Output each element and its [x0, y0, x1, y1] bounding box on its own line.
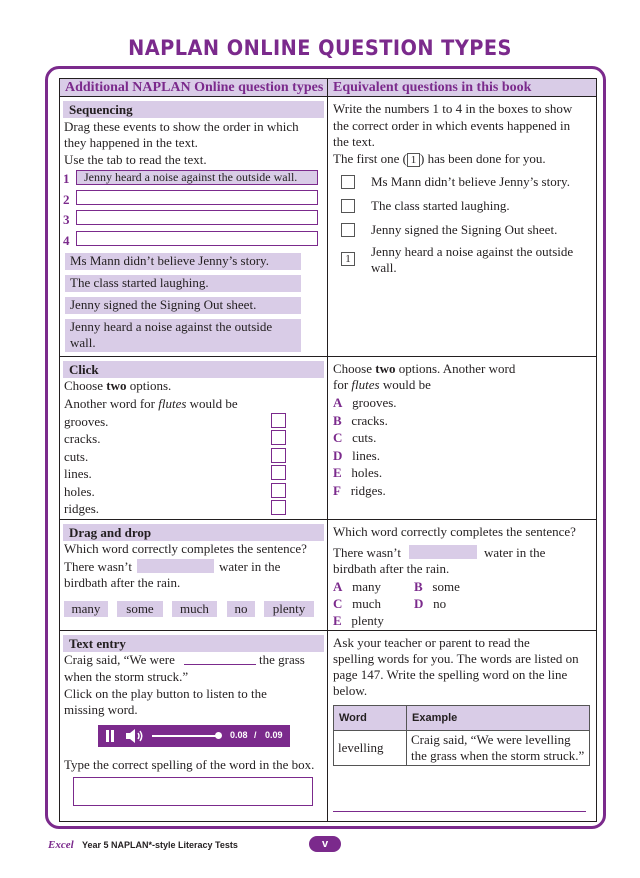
text-fragment: flutes: [158, 396, 187, 411]
slot-number: 2: [63, 192, 70, 207]
draggable-event[interactable]: Jenny signed the Signing Out sheet.: [65, 297, 301, 314]
chip-line: Jenny heard a noise against the outside: [70, 319, 273, 334]
drop-target[interactable]: [137, 559, 214, 573]
blank-space: [409, 545, 477, 559]
text-fragment: for: [333, 377, 352, 392]
draggable-word[interactable]: no: [227, 601, 255, 617]
draggable-event[interactable]: [65, 319, 301, 352]
answer-option[interactable]: [414, 596, 446, 612]
event-text: Ms Mann didn’t believe Jenny’s story.: [371, 174, 570, 189]
question-text: Which word correctly completes the sentence?: [64, 541, 307, 556]
option-checkbox[interactable]: [271, 500, 286, 515]
section-label-sequencing: Sequencing: [63, 101, 324, 118]
text-fragment: Choose: [64, 378, 107, 393]
sentence-text: the grass: [259, 652, 305, 667]
table-row: [334, 731, 590, 766]
example-cell: Craig said, “We were levelling the grass when the storm struck.”: [407, 731, 590, 766]
option-letter: B: [333, 413, 342, 428]
option-text: grooves.: [352, 395, 397, 410]
instruction-text: [64, 378, 171, 394]
text-fragment: ) has been done for you.: [420, 151, 546, 166]
option-checkbox[interactable]: [271, 448, 286, 463]
section-label-click: Click: [63, 361, 324, 378]
blank-underline: [184, 664, 256, 665]
answer-box[interactable]: 1: [341, 252, 355, 266]
word-cell: levelling: [334, 731, 407, 766]
instruction-text: [333, 151, 546, 167]
audio-player: [98, 725, 290, 747]
slot-number: 4: [63, 233, 70, 248]
option-checkbox[interactable]: [271, 465, 286, 480]
event-text: The class started laughing.: [371, 198, 510, 213]
option-letter: C: [333, 430, 343, 445]
event-text: Jenny signed the Signing Out sheet.: [371, 222, 558, 237]
option-letter: D: [333, 448, 343, 463]
instruction-text: they happened in the text.: [64, 135, 198, 150]
instruction-text: [333, 377, 431, 393]
drop-slot-2[interactable]: [76, 190, 318, 205]
row-divider: [59, 630, 597, 631]
text-fragment: two: [106, 378, 127, 393]
text-fragment: flutes: [351, 377, 380, 392]
column-header: Word: [334, 706, 407, 731]
instruction-text: [64, 396, 238, 412]
sentence-text: There wasn’t: [64, 559, 132, 574]
option-text: holes.: [351, 465, 383, 480]
draggable-word[interactable]: plenty: [264, 601, 314, 617]
instruction-text: [333, 361, 515, 377]
answer-box[interactable]: [341, 199, 355, 213]
page-number: v: [309, 836, 341, 852]
draggable-word[interactable]: some: [117, 601, 163, 617]
sentence-text: when the storm struck.”: [64, 669, 189, 684]
draggable-word[interactable]: much: [172, 601, 217, 617]
draggable-word[interactable]: many: [64, 601, 108, 617]
option-checkbox[interactable]: [271, 483, 286, 498]
option-checkbox[interactable]: [271, 430, 286, 445]
answer-option[interactable]: [333, 465, 382, 481]
chip-line: wall.: [70, 335, 96, 350]
slot-number: 3: [63, 212, 70, 227]
table-header-row: [334, 706, 590, 731]
text-fragment: would be: [186, 396, 238, 411]
sentence-text: birdbath after the rain.: [64, 575, 181, 590]
option-text: no: [433, 596, 447, 611]
option-letter: F: [333, 483, 341, 498]
drop-slot-1[interactable]: Jenny heard a noise against the outside wall.: [76, 170, 318, 185]
book-title: Year 5 NAPLAN*-style Literacy Tests: [82, 840, 238, 850]
text-fragment: Choose: [333, 361, 376, 376]
answer-box[interactable]: [341, 175, 355, 189]
answer-option[interactable]: [333, 448, 380, 464]
instruction-text: Write the numbers 1 to 4 in the boxes to show: [333, 101, 573, 116]
header-left: Additional NAPLAN Online question types: [60, 79, 327, 96]
option-text: lines.: [352, 448, 380, 463]
time-separator: /: [254, 730, 257, 740]
instruction-text: Type the correct spelling of the word in the box.: [64, 757, 315, 772]
drop-slot-3[interactable]: [76, 210, 318, 225]
option-letter: E: [333, 613, 342, 628]
sentence-text: birdbath after the rain.: [333, 561, 450, 576]
sentence-text: There wasn’t: [333, 545, 401, 560]
draggable-event[interactable]: Ms Mann didn’t believe Jenny’s story.: [65, 253, 301, 270]
answer-option[interactable]: [333, 596, 381, 612]
option-label: cracks.: [64, 431, 101, 446]
answer-option[interactable]: [333, 430, 376, 446]
progress-track[interactable]: [152, 735, 218, 737]
option-text: cracks.: [351, 413, 388, 428]
current-time: 0.08: [230, 730, 248, 740]
option-label: grooves.: [64, 414, 109, 429]
answer-box[interactable]: [341, 223, 355, 237]
text-fragment: The first one (: [333, 151, 408, 166]
sentence-text: Craig said, “We were: [64, 652, 175, 667]
text-fragment: would be: [379, 377, 431, 392]
draggable-event[interactable]: The class started laughing.: [65, 275, 301, 292]
instruction-text: Drag these events to show the order in which: [64, 119, 299, 134]
event-text: wall.: [371, 260, 397, 275]
option-label: lines.: [64, 466, 92, 481]
sentence-text: water in the: [219, 559, 281, 574]
slot-number: 1: [63, 171, 70, 186]
option-text: ridges.: [350, 483, 386, 498]
total-time: 0.09: [265, 730, 283, 740]
brand-logo: Excel: [48, 839, 74, 851]
option-text: much: [352, 596, 382, 611]
instruction-text: the text.: [333, 134, 375, 149]
instruction-text: page 147. Write the spelling word on the line: [333, 667, 568, 682]
page-title: NAPLAN ONLINE QUESTION TYPES: [128, 36, 512, 60]
answer-option[interactable]: [333, 483, 386, 499]
instruction-text: missing word.: [64, 702, 138, 717]
instruction-text: Use the tab to read the text.: [64, 152, 207, 167]
row-divider: [59, 519, 597, 520]
column-divider: [327, 78, 328, 822]
column-header: Example: [407, 706, 590, 731]
option-text: cuts.: [352, 430, 377, 445]
answer-line[interactable]: [333, 811, 586, 812]
option-label: ridges.: [64, 501, 100, 516]
text-fragment: two: [375, 361, 396, 376]
instruction-text: Click on the play button to listen to the: [64, 686, 267, 701]
row-divider: [59, 96, 597, 97]
example-box: 1: [407, 153, 420, 167]
answer-option[interactable]: [333, 413, 388, 429]
option-label: holes.: [64, 484, 95, 499]
section-label-text-entry: Text entry: [63, 635, 324, 652]
row-divider: [59, 356, 597, 357]
option-letter: C: [333, 596, 343, 611]
option-text: some: [432, 579, 460, 594]
question-text: Which word correctly completes the sentence?: [333, 524, 576, 539]
text-fragment: options.: [126, 378, 172, 393]
volume-icon[interactable]: [125, 729, 145, 743]
answer-option[interactable]: [333, 613, 384, 629]
instruction-text: below.: [333, 683, 368, 698]
option-letter: B: [414, 579, 423, 594]
answer-option[interactable]: [414, 579, 460, 595]
drop-slot-4[interactable]: [76, 231, 318, 246]
progress-handle[interactable]: [215, 732, 222, 739]
instruction-text: Ask your teacher or parent to read the: [333, 635, 530, 650]
spelling-table: [333, 705, 590, 766]
option-letter: D: [414, 596, 424, 611]
option-letter: E: [333, 465, 342, 480]
option-letter: A: [333, 579, 343, 594]
sentence-text: water in the: [484, 545, 546, 560]
answer-option[interactable]: [333, 579, 381, 595]
text-fragment: options. Another word: [395, 361, 516, 376]
pause-button[interactable]: [106, 730, 109, 742]
option-label: cuts.: [64, 449, 89, 464]
event-text: Jenny heard a noise against the outside: [371, 244, 574, 259]
option-text: many: [352, 579, 382, 594]
header-right: Equivalent questions in this book: [328, 79, 596, 96]
answer-option[interactable]: [333, 395, 397, 411]
instruction-text: spelling words for you. The words are listed on: [333, 651, 579, 666]
instruction-text: the correct order in which events happened in: [333, 118, 571, 133]
section-label-drag-drop: Drag and drop: [63, 524, 324, 541]
option-text: plenty: [351, 613, 384, 628]
option-checkbox[interactable]: [271, 413, 286, 428]
answer-input[interactable]: [73, 777, 313, 806]
option-letter: A: [333, 395, 343, 410]
text-fragment: Another word for: [64, 396, 159, 411]
